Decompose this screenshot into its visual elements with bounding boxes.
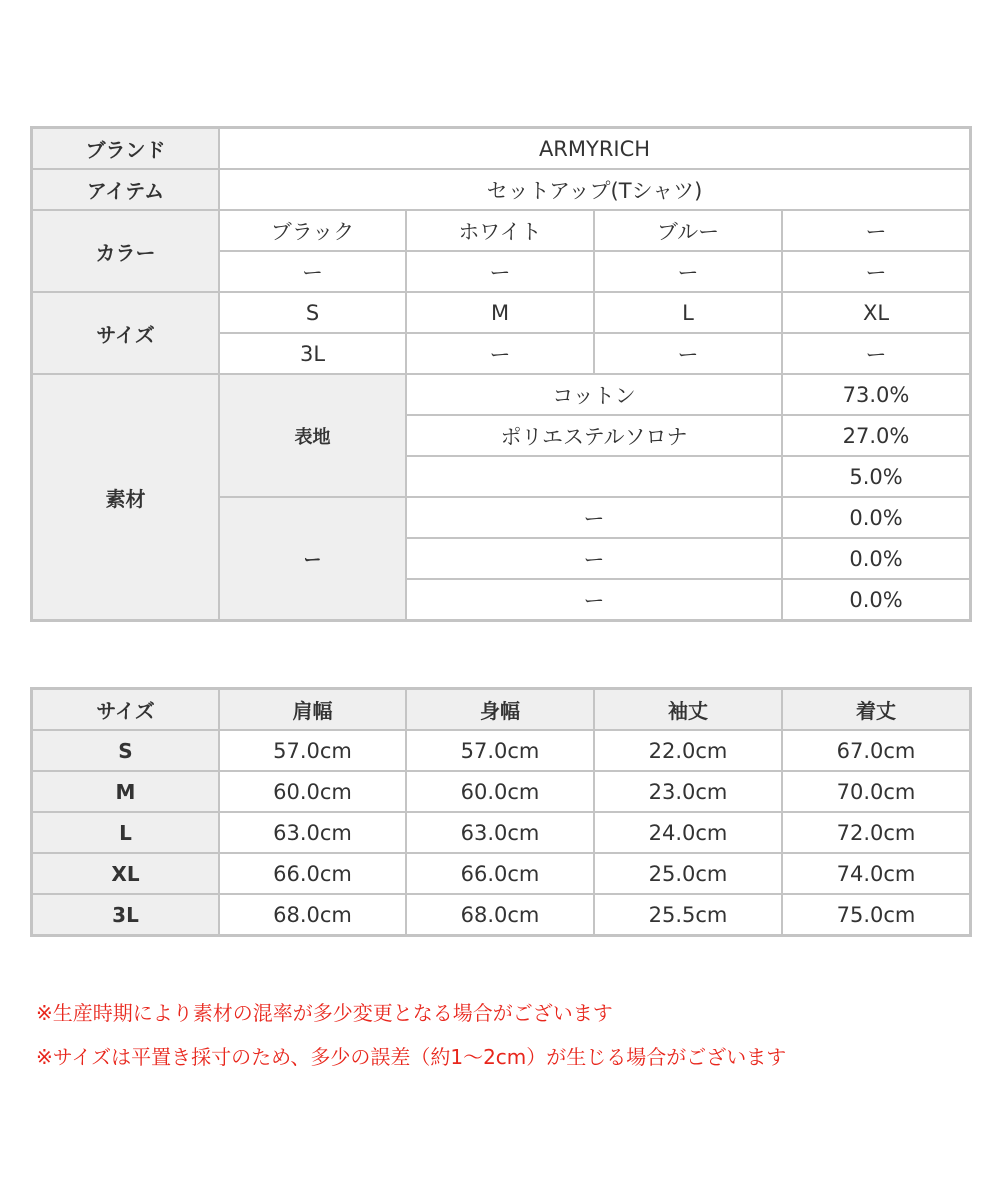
- size-name: 3L: [32, 894, 219, 935]
- material-name: ポリエステルソロナ: [406, 415, 782, 456]
- size-cell: M: [406, 292, 594, 333]
- size-measurement-table: [31, 688, 971, 936]
- size-cell: 3L: [219, 333, 406, 374]
- size-cell: L: [594, 292, 782, 333]
- header-sleeve-length: 袖丈: [594, 689, 782, 730]
- table-row: [32, 730, 970, 771]
- header-total-length: 着丈: [782, 689, 970, 730]
- material-name: [406, 456, 782, 497]
- size-name: S: [32, 730, 219, 771]
- header-body-width: 身幅: [406, 689, 594, 730]
- brand-value: ARMYRICH: [219, 128, 970, 169]
- color-cell: ー: [594, 251, 782, 292]
- measure-cell: 22.0cm: [594, 730, 782, 771]
- material-name: ー: [406, 538, 782, 579]
- color-cell: ー: [406, 251, 594, 292]
- measure-cell: 24.0cm: [594, 812, 782, 853]
- product-spec-table: [31, 127, 971, 621]
- measure-cell: 63.0cm: [219, 812, 406, 853]
- size-name: M: [32, 771, 219, 812]
- color-cell: ー: [782, 251, 970, 292]
- material-row: [32, 374, 970, 415]
- material-name: ー: [406, 579, 782, 620]
- note-size-tolerance: ※サイズは平置き採寸のため、多少の誤差（約1～2cm）が生じる場合がございます: [36, 1045, 787, 1069]
- size-row: [32, 292, 970, 333]
- measure-cell: 25.5cm: [594, 894, 782, 935]
- material-pct: 0.0%: [782, 579, 970, 620]
- size-label: サイズ: [32, 292, 219, 374]
- measure-cell: 57.0cm: [406, 730, 594, 771]
- size-cell: XL: [782, 292, 970, 333]
- note-material-blend: ※生産時期により素材の混率が多少変更となる場合がございます: [36, 1001, 613, 1025]
- material-part: ー: [219, 497, 406, 620]
- measure-cell: 68.0cm: [219, 894, 406, 935]
- measure-cell: 60.0cm: [219, 771, 406, 812]
- item-value: セットアップ(Tシャツ): [219, 169, 970, 210]
- table-row: [32, 894, 970, 935]
- material-pct: 27.0%: [782, 415, 970, 456]
- measure-cell: 23.0cm: [594, 771, 782, 812]
- material-part: 表地: [219, 374, 406, 497]
- measure-cell: 60.0cm: [406, 771, 594, 812]
- size-cell: ー: [782, 333, 970, 374]
- item-row: [32, 169, 970, 210]
- measure-cell: 68.0cm: [406, 894, 594, 935]
- measure-cell: 74.0cm: [782, 853, 970, 894]
- material-name: ー: [406, 497, 782, 538]
- measure-cell: 75.0cm: [782, 894, 970, 935]
- brand-row: [32, 128, 970, 169]
- size-name: L: [32, 812, 219, 853]
- measure-cell: 57.0cm: [219, 730, 406, 771]
- color-cell: ー: [782, 210, 970, 251]
- size-name: XL: [32, 853, 219, 894]
- color-cell: ブルー: [594, 210, 782, 251]
- material-pct: 0.0%: [782, 497, 970, 538]
- brand-label: ブランド: [32, 128, 219, 169]
- measure-cell: 66.0cm: [406, 853, 594, 894]
- material-pct: 0.0%: [782, 538, 970, 579]
- measure-cell: 63.0cm: [406, 812, 594, 853]
- color-row: [32, 210, 970, 251]
- size-cell: ー: [594, 333, 782, 374]
- measure-cell: 70.0cm: [782, 771, 970, 812]
- table-row: [32, 771, 970, 812]
- color-cell: ホワイト: [406, 210, 594, 251]
- measure-cell: 25.0cm: [594, 853, 782, 894]
- header-size: サイズ: [32, 689, 219, 730]
- size-cell: S: [219, 292, 406, 333]
- header-shoulder-width: 肩幅: [219, 689, 406, 730]
- measure-cell: 67.0cm: [782, 730, 970, 771]
- material-name: コットン: [406, 374, 782, 415]
- material-label: 素材: [32, 374, 219, 620]
- color-cell: ー: [219, 251, 406, 292]
- item-label: アイテム: [32, 169, 219, 210]
- size-cell: ー: [406, 333, 594, 374]
- size-table-header: [32, 689, 970, 730]
- measure-cell: 72.0cm: [782, 812, 970, 853]
- color-cell: ブラック: [219, 210, 406, 251]
- table-row: [32, 853, 970, 894]
- table-row: [32, 812, 970, 853]
- measure-cell: 66.0cm: [219, 853, 406, 894]
- material-pct: 5.0%: [782, 456, 970, 497]
- color-label: カラー: [32, 210, 219, 292]
- material-pct: 73.0%: [782, 374, 970, 415]
